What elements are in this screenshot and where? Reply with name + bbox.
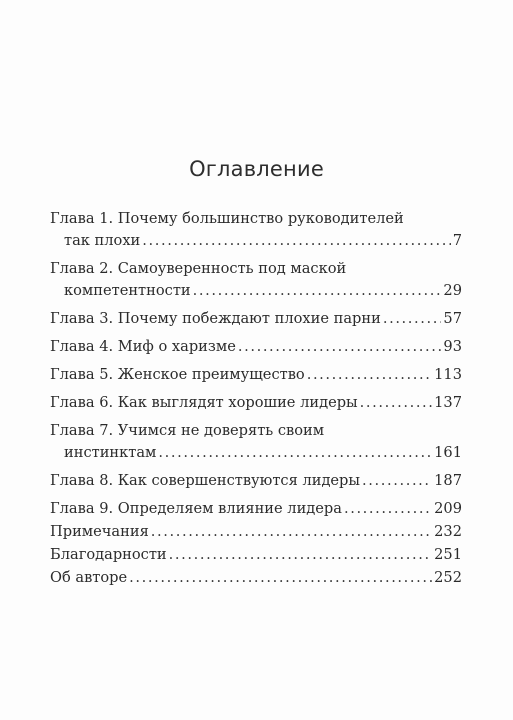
toc-entry-label: Глава 3. Почему побеждают плохие парни [50,310,381,327]
toc-entry-chapter-1 [50,208,462,252]
toc-entry-label: Глава 2. Самоуверенность под маской [50,260,347,277]
toc-page-number: 113 [434,366,462,383]
toc-entry-chapter-3 [50,308,462,330]
toc-entry-label: Глава 9. Определяем влияние лидера [50,500,342,517]
toc-page-number: 251 [434,546,462,563]
toc-entry-label: Примечания [50,523,149,540]
toc-entry-chapter-6 [50,392,462,414]
toc-entry-label: Глава 1. Почему большинство руководителей [50,210,404,227]
toc-page-number: 93 [443,338,462,355]
toc-entry-notes [50,521,462,543]
dot-leader [193,280,442,302]
toc-entry-chapter-2 [50,258,462,302]
toc-page-number: 29 [443,282,462,299]
dot-leader [151,521,432,543]
toc-entry-chapter-5 [50,364,462,386]
dot-leader [158,442,432,464]
toc-page-number: 57 [443,310,462,327]
toc-entry-about-author [50,567,462,589]
toc-page-number: 137 [434,394,462,411]
dot-leader [344,498,432,520]
dot-leader [169,544,432,566]
table-of-contents [50,208,462,589]
toc-page-number: 161 [434,444,462,461]
toc-page-number: 209 [434,500,462,517]
dot-leader [383,308,442,330]
dot-leader [129,567,432,589]
dot-leader [142,230,450,252]
toc-entry-chapter-9 [50,498,462,520]
toc-entry-label: Глава 7. Учимся не доверять своим [50,422,325,439]
toc-entry-label-continued: инстинктам [64,444,157,461]
dot-leader [360,392,432,414]
toc-page-number: 7 [452,232,462,249]
dot-leader [238,336,442,358]
toc-entry-chapter-8 [50,470,462,492]
toc-entry-label-continued: компетентности [64,282,191,299]
toc-page-number: 232 [434,523,462,540]
toc-entry-label: Благодарности [50,546,167,563]
page-title: Оглавление [189,157,324,181]
toc-entry-acknowledgements [50,544,462,566]
toc-entry-label: Об авторе [50,569,128,586]
toc-entry-label: Глава 6. Как выглядят хорошие лидеры [50,394,358,411]
toc-entry-label-continued: так плохи [64,232,141,249]
toc-entry-chapter-7 [50,420,462,464]
toc-page-number: 187 [434,472,462,489]
toc-entry-label: Глава 4. Миф о харизме [50,338,236,355]
toc-entry-label: Глава 5. Женское преимущество [50,366,305,383]
dot-leader [307,364,432,386]
toc-entry-label: Глава 8. Как совершенствуются лидеры [50,472,361,489]
toc-page-number: 252 [434,569,462,586]
toc-entry-chapter-4 [50,336,462,358]
dot-leader [362,470,432,492]
